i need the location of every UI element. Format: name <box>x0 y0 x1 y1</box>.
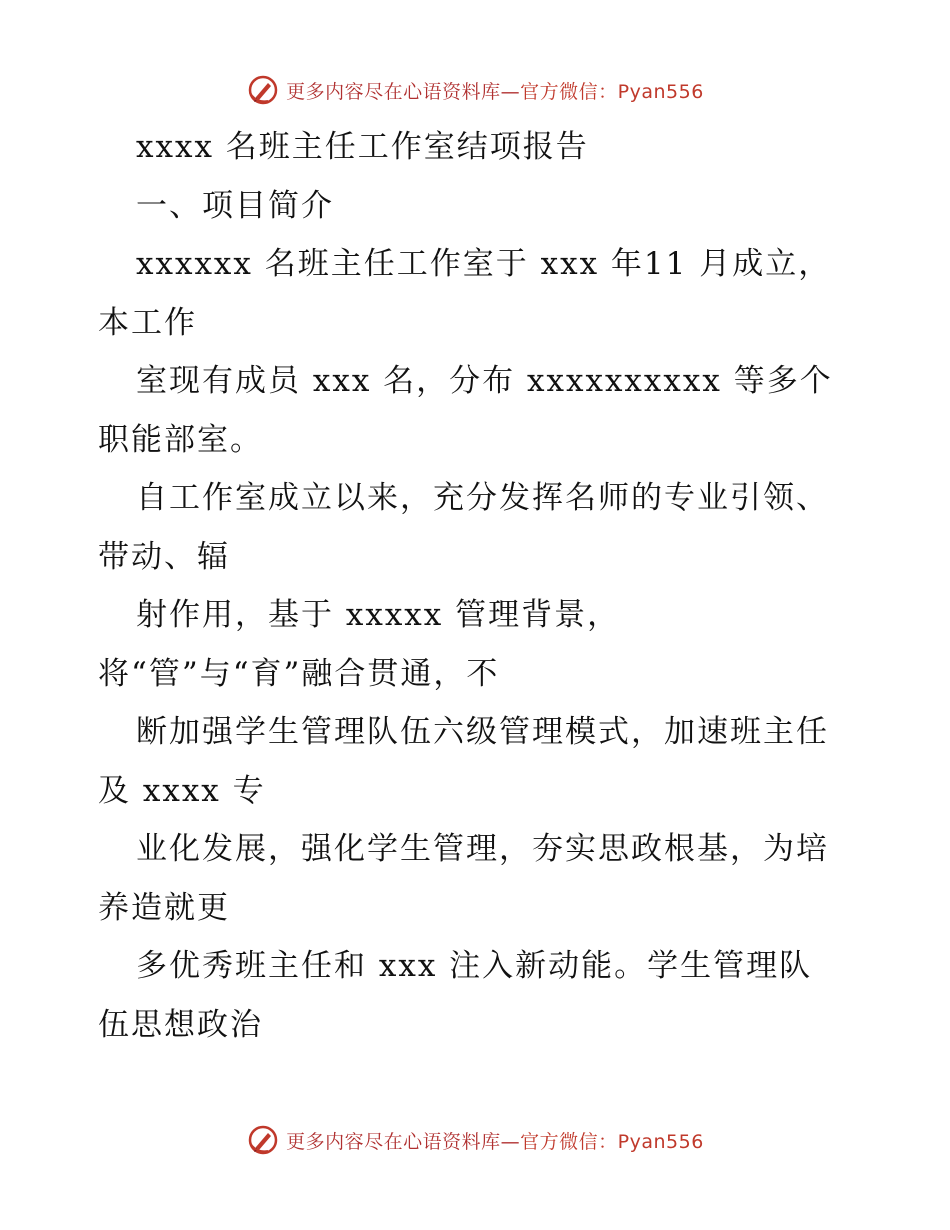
watermark-text: 更多内容尽在心语资料库—官方微信：Pyan556 <box>286 1130 704 1153</box>
paragraph-line: 及 xxxx 专 <box>98 772 266 809</box>
paragraph-line: 职能部室。 <box>98 421 263 458</box>
paragraph-line: 将“管”与“育”融合贯通，不 <box>98 655 500 692</box>
document-title: xxxx 名班主任工作室结项报告 <box>136 129 589 165</box>
header-watermark <box>0 70 950 110</box>
paragraph-line: 断加强学生管理队伍六级管理模式，加速班主任 <box>136 714 829 750</box>
paragraph-line: 养造就更 <box>98 889 230 926</box>
paragraph-line: 带动、辐 <box>98 538 230 575</box>
pen-logo-icon <box>246 73 280 107</box>
paragraph-line: 室现有成员 xxx 名，分布 xxxxxxxxxx 等多个 <box>136 363 833 399</box>
paragraph-line: xxxxxx 名班主任工作室于 xxx 年11 月成立， <box>136 246 832 282</box>
paragraph-line: 自工作室成立以来，充分发挥名师的专业引领、 <box>136 480 829 516</box>
footer-watermark <box>0 1120 950 1160</box>
document-body <box>98 118 858 1054</box>
paragraph-line: 业化发展，强化学生管理，夯实思政根基，为培 <box>136 831 829 867</box>
paragraph-line: 本工作 <box>98 304 197 341</box>
watermark-text: 更多内容尽在心语资料库—官方微信：Pyan556 <box>286 80 704 103</box>
paragraph-line: 多优秀班主任和 xxx 注入新动能。学生管理队 <box>136 948 813 984</box>
paragraph-line: 射作用，基于 xxxxx 管理背景， <box>136 597 621 633</box>
paragraph-line: 伍思想政治 <box>98 1006 263 1043</box>
section-heading: 一、项目简介 <box>136 187 334 224</box>
pen-logo-icon <box>246 1123 280 1157</box>
